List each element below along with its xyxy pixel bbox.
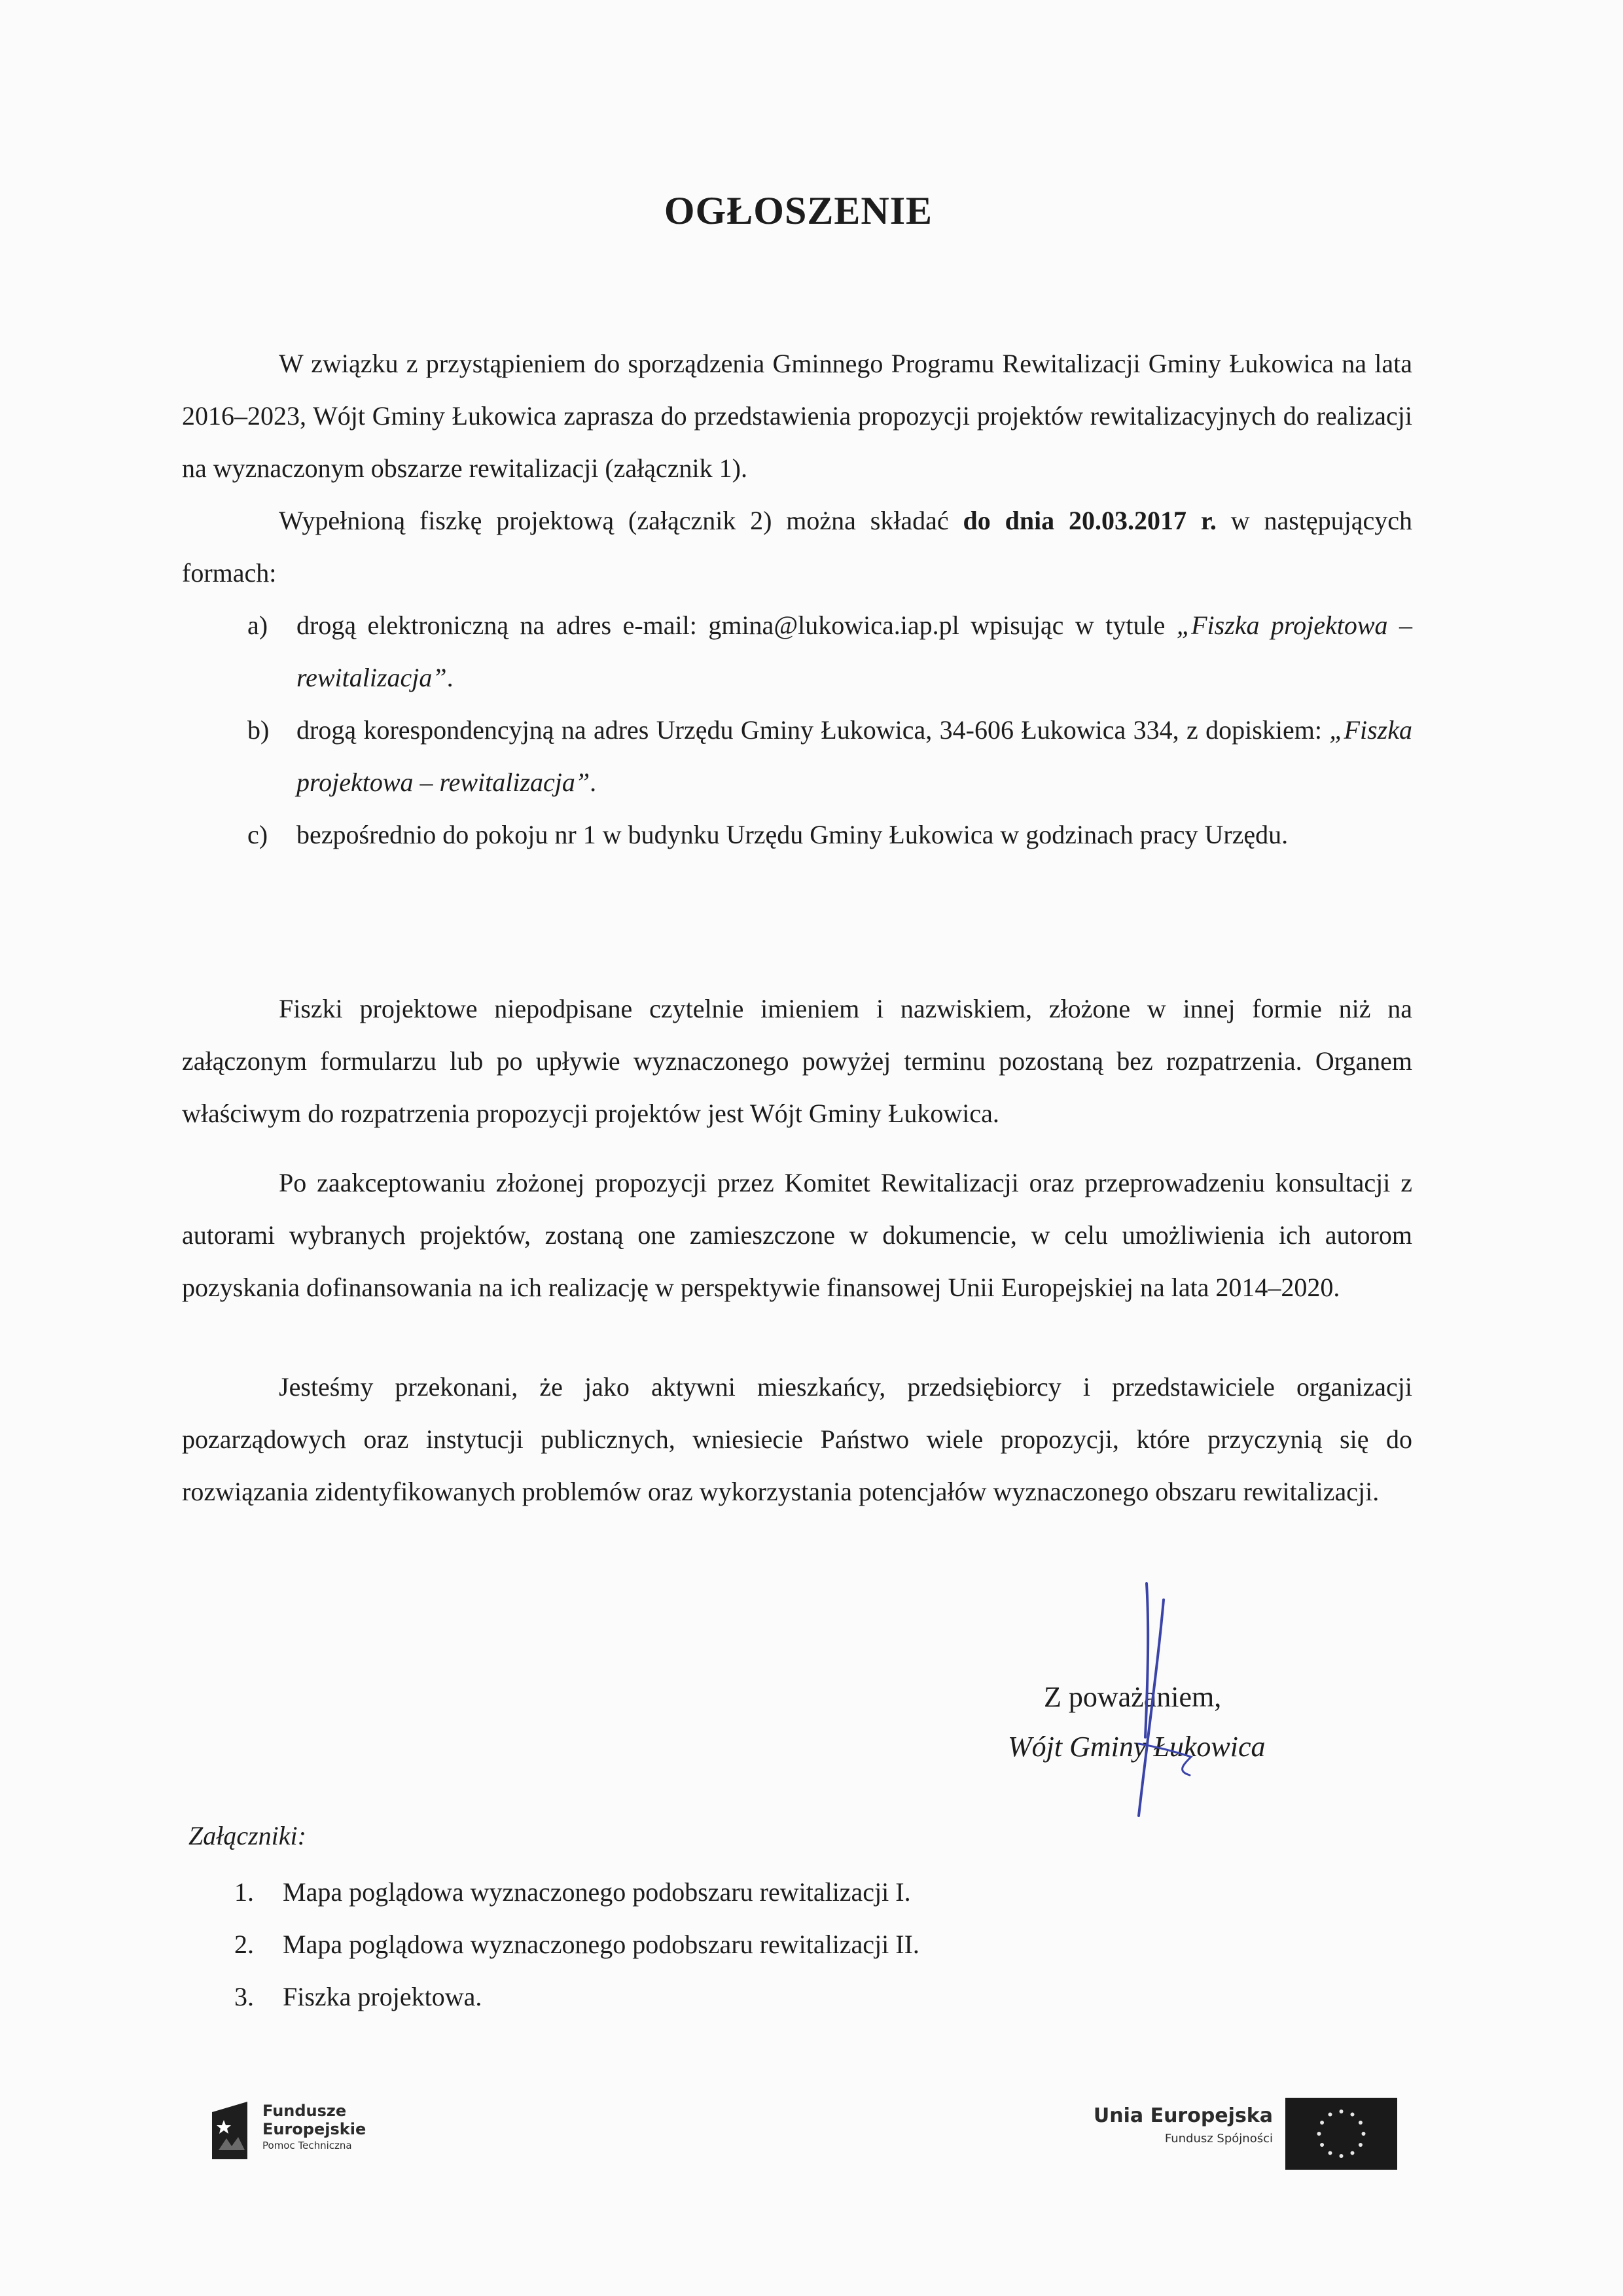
eu-star-icon	[1320, 2121, 1324, 2125]
eu-star-icon	[1329, 2113, 1332, 2117]
fe-line-1: Fundusze	[262, 2102, 347, 2120]
method-marker: c)	[247, 820, 268, 849]
closing-signatory: Wójt Gminy Łukowica	[1008, 1731, 1266, 1763]
eu-star-icon	[1340, 2154, 1344, 2158]
attachment-text: Fiszka projektowa.	[283, 1982, 482, 2011]
method-marker: a)	[247, 610, 268, 640]
signature-icon	[1113, 1580, 1230, 1829]
fe-text	[262, 2102, 366, 2153]
attachment-number: 2.	[234, 1930, 254, 1959]
attachment-number: 3.	[234, 1982, 254, 2011]
submission-text-after: w następujących formach:	[182, 506, 1413, 588]
attachment-text: Mapa poglądowa wyznaczonego podobszaru rewitalizacji II.	[283, 1930, 919, 1959]
fe-line-3: Pomoc Techniczna	[262, 2140, 352, 2151]
attachment-item	[234, 1925, 919, 1964]
method-end: .	[446, 663, 454, 692]
eu-star-icon	[1359, 2121, 1363, 2125]
eu-flag-icon	[1285, 2098, 1397, 2170]
method-marker: b)	[247, 715, 270, 745]
ue-line-1: Unia Europejska	[1093, 2104, 1273, 2127]
attachments-title: Załączniki:	[188, 1821, 306, 1850]
submission-deadline: do dnia 20.03.2017 r.	[963, 506, 1217, 535]
body-paragraph-3: Jesteśmy przekonani, że jako aktywni mieszkańcy, przedsiębiorcy i przedstawiciele organizacji pozarządowych oraz instytucji publicznych, wniesiecie Państwo wiele propozycji, które przyczynią się do rozwiązania zidentyfikowanych problemów oraz wykorzystania potencjałów wyznaczonego obszaru rewitalizacji.	[182, 1372, 1412, 1506]
eu-star-icon	[1329, 2151, 1332, 2155]
intro-paragraph: W związku z przystąpieniem do sporządzenia Gminnego Programu Rewitalizacji Gminy Łukowica na lata 2016–2023, Wójt Gminy Łukowica zaprasza do przedstawienia propozycji projektów rewitalizacyjnych do realizacji na wyznaczonym obszarze rewitalizacji (załącznik 1).	[182, 349, 1412, 483]
fundusze-europejskie-logo	[207, 2098, 429, 2163]
eu-star-icon	[1317, 2132, 1321, 2136]
ue-text	[1094, 2103, 1273, 2149]
attachment-item	[234, 1873, 911, 1912]
closing-block	[1008, 1672, 1466, 1772]
method-text: drogą korespondencyjną na adres Urzędu Gminy Łukowica, 34-606 Łukowica 334, z dopiskiem:	[296, 715, 1330, 745]
attachment-item	[234, 1977, 482, 2017]
method-body	[296, 809, 1412, 861]
closing-greeting: Z poważaniem,	[1044, 1681, 1222, 1713]
method-italic: „Fiszka projektowa – rewitalizacja”	[296, 715, 1412, 797]
submission-paragraph	[182, 495, 1412, 599]
method-italic: „Fiszka projektowa – rewitalizacja”	[296, 610, 1412, 692]
eu-star-icon	[1340, 2110, 1344, 2113]
body-paragraph-1: Fiszki projektowe niepodpisane czytelnie imieniem i nazwiskiem, złożone w innej formie niż na załączonym formularzu lub po upływie wyznaczonego powyżej terminu pozostaną bez rozpatrzenia. Organem właściwym do rozpatrzenia propozycji projektów jest Wójt Gminy Łukowica.	[182, 994, 1412, 1128]
eu-star-icon	[1351, 2113, 1355, 2117]
method-body	[296, 599, 1412, 704]
submission-text-before: Wypełnioną fiszkę projektową (załącznik 2) można składać	[279, 506, 963, 535]
fe-line-2: Europejskie	[262, 2120, 366, 2138]
eu-star-icon	[1359, 2143, 1363, 2147]
page-title: OGŁOSZENIE	[664, 189, 933, 232]
method-end: .	[590, 768, 597, 797]
method-body	[296, 704, 1412, 809]
body-paragraph-2: Po zaakceptowaniu złożonej propozycji przez Komitet Rewitalizacji oraz przeprowadzeniu konsultacji z autorami wybranych projektów, zostaną one zamieszczone w dokumencie, w celu umożliwienia ich autorom pozyskania dofinansowania na ich realizację w perspektywie finansowej Unii Europejskiej na lata 2014–2020.	[182, 1168, 1412, 1302]
unia-europejska-logo	[1083, 2098, 1397, 2170]
method-text: drogą elektroniczną na adres e-mail: gmina@lukowica.iap.pl wpisując w tytule	[296, 610, 1177, 640]
ue-line-2: Fundusz Spójności	[1164, 2132, 1273, 2146]
fe-emblem-icon	[207, 2098, 253, 2163]
eu-star-icon	[1362, 2132, 1366, 2136]
eu-star-icon	[1351, 2151, 1355, 2155]
method-item-c	[247, 809, 1412, 861]
eu-star-icon	[1320, 2143, 1324, 2147]
method-item-a	[247, 599, 1412, 704]
method-item-b	[247, 704, 1412, 809]
attachment-number: 1.	[234, 1877, 254, 1907]
method-text: bezpośrednio do pokoju nr 1 w budynku Urzędu Gminy Łukowica w godzinach pracy Urzędu.	[296, 820, 1289, 849]
attachment-text: Mapa poglądowa wyznaczonego podobszaru rewitalizacji I.	[283, 1877, 911, 1907]
